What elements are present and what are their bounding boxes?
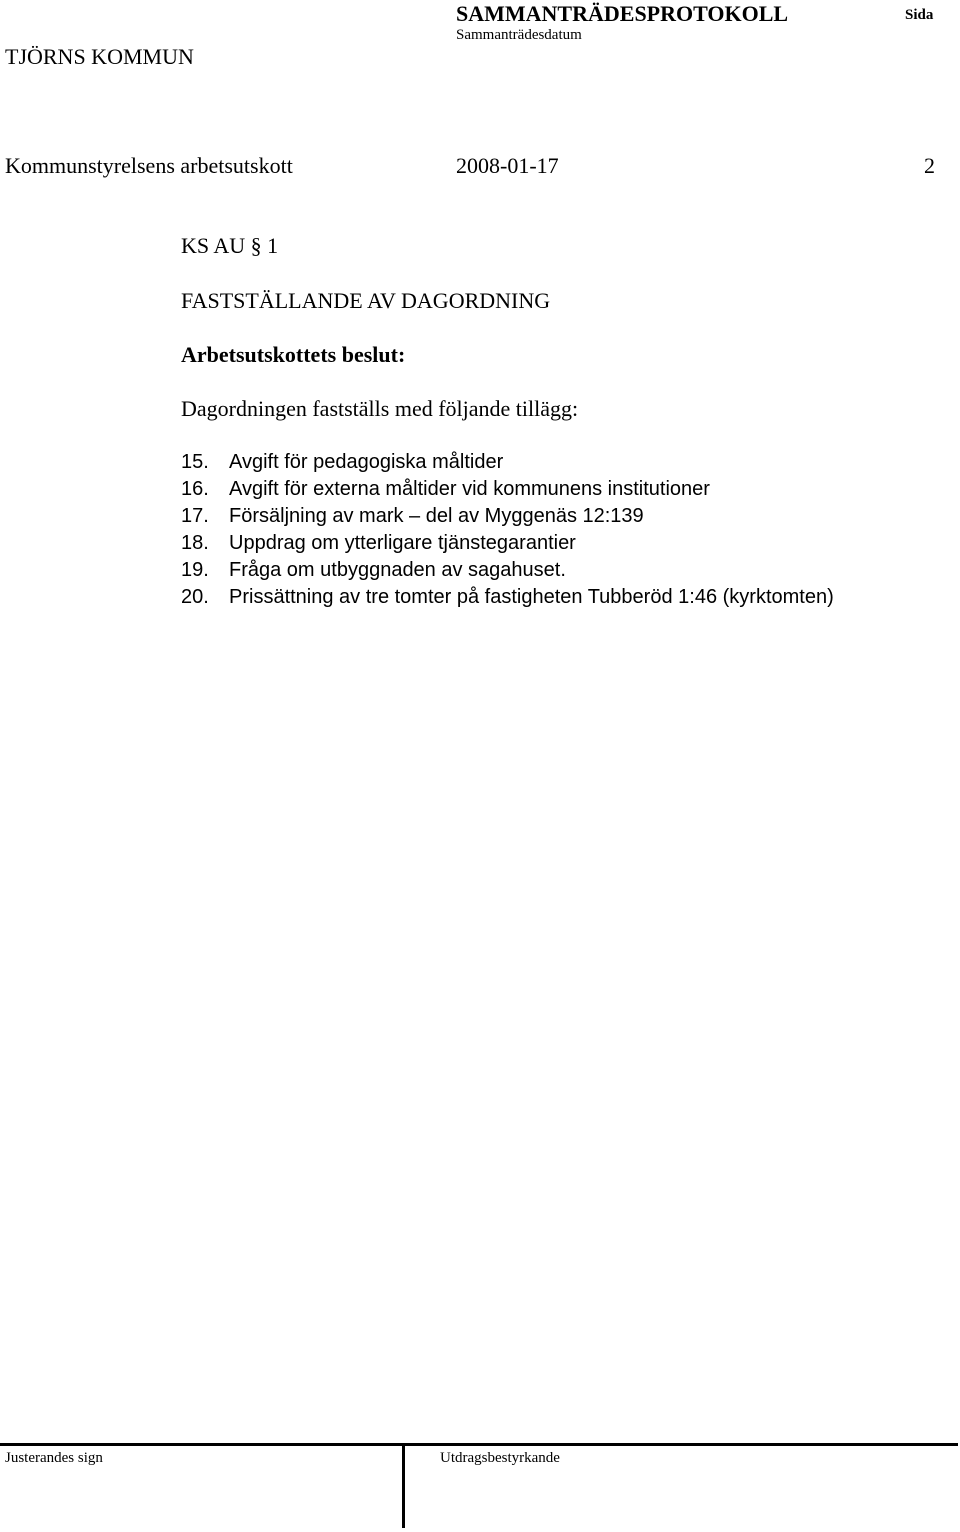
agenda-item-number: 15. — [181, 451, 209, 473]
page-label: Sida — [905, 7, 934, 23]
agenda-item-list — [181, 449, 834, 611]
agenda-item — [181, 530, 834, 557]
agenda-item-text: Prissättning av tre tomter på fastigheten Tubberöd 1:46 (kyrktomten) — [229, 586, 834, 608]
agenda-item-number: 20. — [181, 586, 209, 608]
committee-name: Kommunstyrelsens arbetsutskott — [5, 153, 293, 178]
certification-label: Utdragsbestyrkande — [440, 1450, 560, 1466]
decision-heading: Arbetsutskottets beslut: — [181, 342, 406, 367]
paragraph-title: FASTSTÄLLANDE AV DAGORDNING — [181, 288, 551, 313]
agenda-item-text: Avgift för externa måltider vid kommunens institutioner — [229, 478, 710, 500]
agenda-item-text: Försäljning av mark – del av Myggenäs 12:139 — [229, 505, 644, 527]
document-type: SAMMANTRÄDESPROTOKOLL — [456, 1, 789, 26]
agenda-item-text: Fråga om utbyggnaden av sagahuset. — [229, 559, 566, 581]
agenda-item — [181, 476, 834, 503]
paragraph-reference: KS AU § 1 — [181, 233, 279, 258]
signature-label: Justerandes sign — [5, 1450, 103, 1466]
agenda-item-number: 17. — [181, 505, 209, 527]
agenda-item-number: 18. — [181, 532, 209, 554]
agenda-item — [181, 557, 834, 584]
agenda-item-number: 16. — [181, 478, 209, 500]
organization-name: TJÖRNS KOMMUN — [5, 44, 194, 69]
agenda-item-text: Avgift för pedagogiska måltider — [229, 451, 504, 473]
agenda-item — [181, 449, 834, 476]
agenda-item — [181, 503, 834, 530]
meeting-date: 2008-01-17 — [456, 153, 559, 178]
footer-column-divider — [402, 1446, 405, 1528]
decision-text: Dagordningen fastställs med följande tillägg: — [181, 396, 579, 421]
page-number: 2 — [924, 153, 935, 178]
meeting-date-label: Sammanträdesdatum — [456, 27, 582, 43]
agenda-item — [181, 584, 834, 611]
agenda-item-text: Uppdrag om ytterligare tjänstegarantier — [229, 532, 576, 554]
footer-divider-line — [0, 1443, 958, 1446]
agenda-item-number: 19. — [181, 559, 209, 581]
